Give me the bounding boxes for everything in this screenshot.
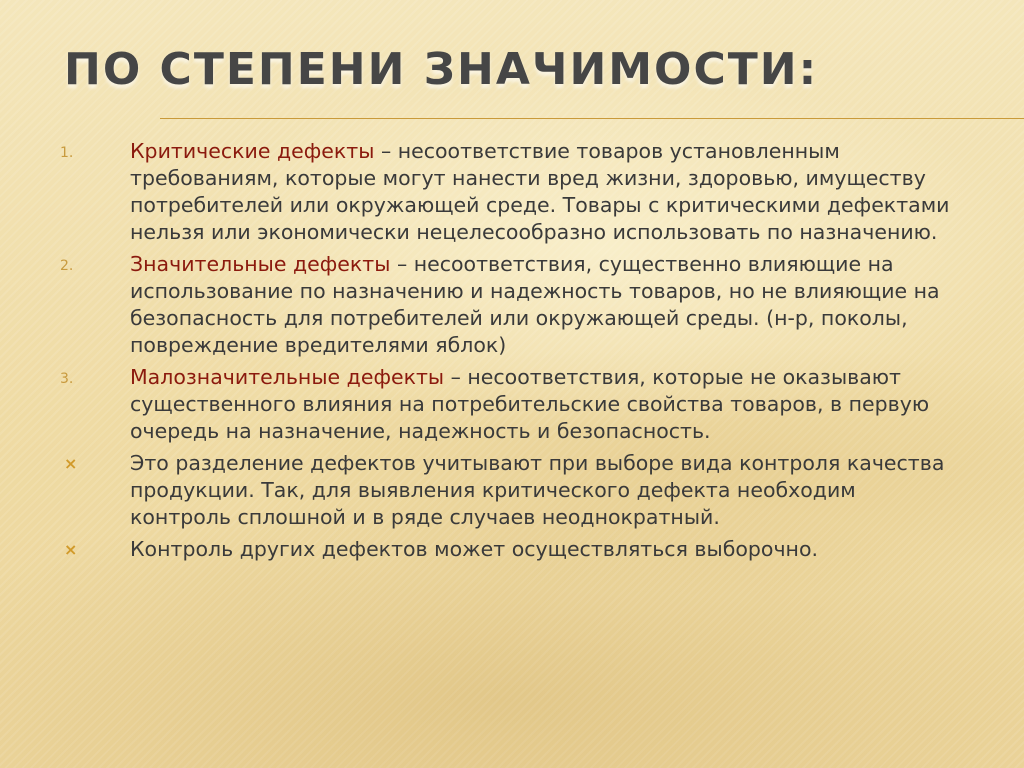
content-list bbox=[60, 138, 960, 568]
item-text: Контроль других дефектов может осуществляться выборочно. bbox=[130, 537, 819, 561]
list-number: 3. bbox=[60, 371, 74, 387]
list-number: 1. bbox=[60, 145, 74, 161]
list-item bbox=[60, 450, 960, 531]
item-text: – несоответствия, которые не оказывают существенного влияния на потребительские свойства товаров, в первую очередь на назначение, надежность и безопасность. bbox=[130, 365, 930, 443]
term-minor-defects: Малозначительные дефекты bbox=[130, 365, 445, 389]
list-item bbox=[60, 364, 960, 445]
slide-title: ПО СТЕПЕНИ ЗНАЧИМОСТИ: bbox=[64, 44, 819, 95]
term-critical-defects: Критические дефекты bbox=[130, 139, 375, 163]
list-item bbox=[60, 138, 960, 246]
term-significant-defects: Значительные дефекты bbox=[130, 252, 391, 276]
item-text: – несоответствия, существенно влияющие на использование по назначению и надежность товаров, но не влияющие на безопасность для потребителей или окружающей среды. (н-р, поколы, повреждение вредителями яблок) bbox=[130, 252, 940, 357]
bullet-icon: × bbox=[64, 540, 78, 559]
bullet-icon: × bbox=[64, 454, 78, 473]
item-text: – несоответствие товаров установленным требованиям, которые могут нанести вред жизни, здоровью, имуществу потребителей или окружающей среде. Товары с критическими дефектами нельзя или экономически нецелесообразно использовать по назначению. bbox=[130, 139, 950, 244]
title-divider bbox=[160, 118, 1024, 119]
list-item bbox=[60, 251, 960, 359]
list-item bbox=[60, 536, 960, 563]
list-number: 2. bbox=[60, 258, 74, 274]
item-text: Это разделение дефектов учитывают при выборе вида контроля качества продукции. Так, для выявления критического дефекта необходим контроль сплошной и в ряде случаев неоднократный. bbox=[130, 451, 945, 529]
